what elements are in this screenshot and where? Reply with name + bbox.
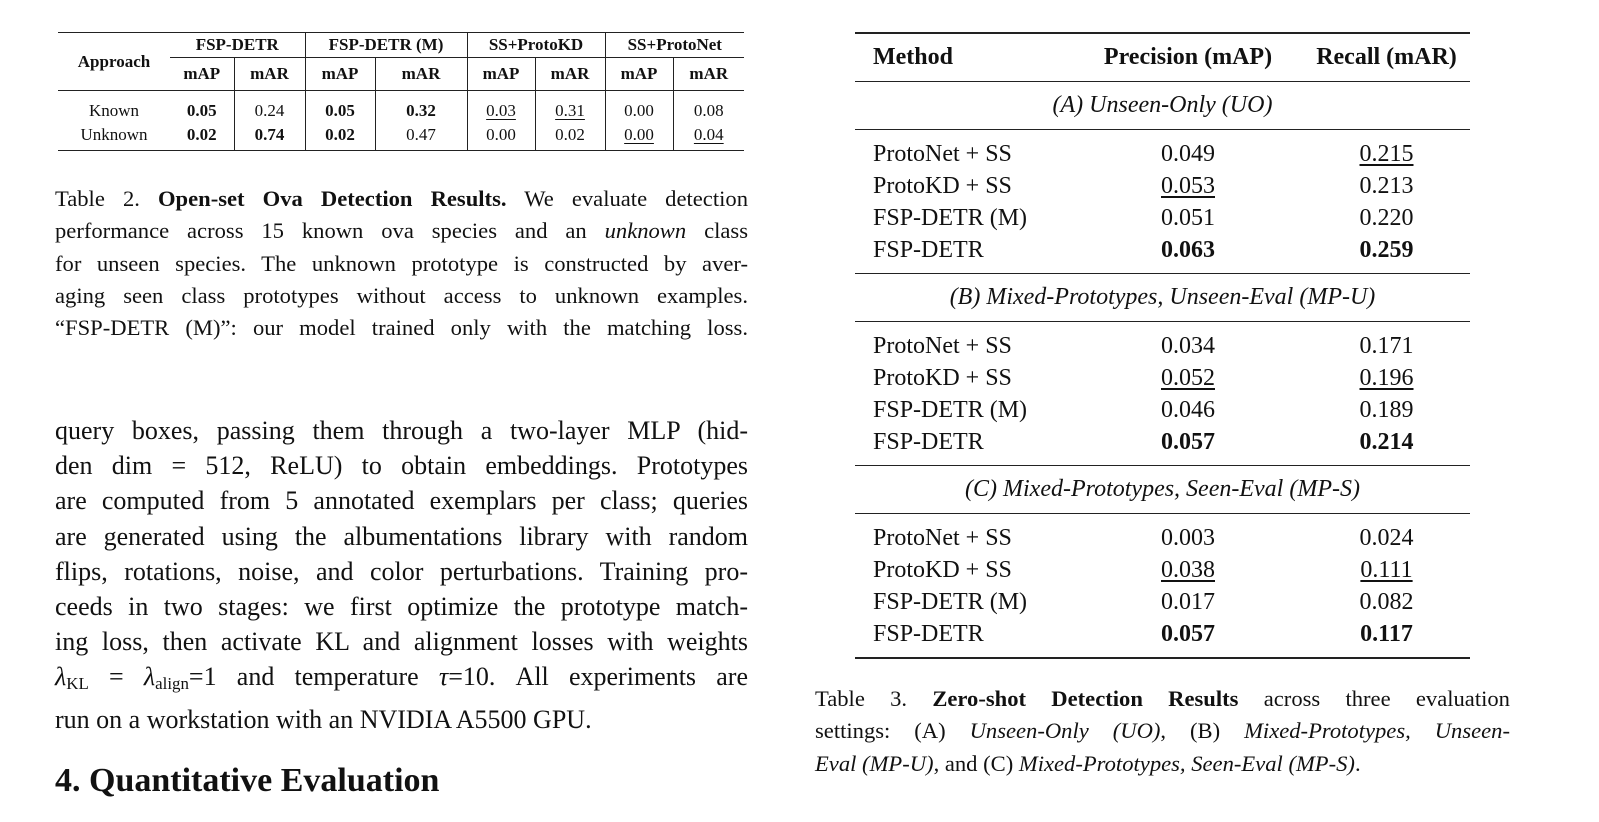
group-header: FSP-DETR bbox=[170, 33, 305, 58]
method-cell: ProtoNet + SS bbox=[873, 140, 1012, 167]
method-cell: FSP-DETR bbox=[855, 234, 1063, 274]
metric-header: mAP bbox=[305, 58, 375, 91]
table-row bbox=[855, 586, 1470, 618]
method-cell: ProtoNet + SS bbox=[873, 524, 1012, 551]
recall-header: Recall (mAR) bbox=[1316, 44, 1457, 70]
caption-title: Open-set Ova Detection Results. bbox=[157, 186, 507, 211]
cell: 0.32 bbox=[375, 91, 467, 124]
map-cell: 0.051 bbox=[1161, 204, 1215, 231]
mar-cell: 0.220 bbox=[1359, 204, 1414, 231]
mar-cell: 0.117 bbox=[1313, 618, 1470, 658]
cell: 0.03 bbox=[486, 101, 516, 120]
caption-text: , and (C) bbox=[933, 750, 1019, 776]
cell: 0.00 bbox=[624, 125, 654, 144]
body-text: are generated using the albumentations library with random bbox=[55, 521, 748, 551]
cell: 0.08 bbox=[673, 91, 744, 124]
table-row bbox=[855, 618, 1470, 658]
metric-header: mAR bbox=[234, 58, 305, 91]
map-cell: 0.017 bbox=[1161, 588, 1215, 615]
table-2-open-set-results bbox=[58, 32, 744, 151]
caption-text: “FSP-DETR (M)”: our model trained only with the matching loss. bbox=[55, 315, 748, 341]
precision-header: Precision (mAP) bbox=[1103, 44, 1273, 70]
mar-cell: 0.214 bbox=[1313, 426, 1470, 466]
cell: 0.47 bbox=[375, 123, 467, 151]
cell: 0.02 bbox=[186, 125, 217, 144]
method-cell: FSP-DETR bbox=[855, 426, 1063, 466]
method-cell: ProtoKD + SS bbox=[873, 556, 1012, 583]
caption-text: for unseen species. The unknown prototype is constructed by aver- bbox=[55, 250, 748, 276]
body-text: flips, rotations, noise, and color perturbations. Training pro- bbox=[55, 556, 748, 586]
row-label: Known bbox=[88, 101, 140, 120]
method-cell: FSP-DETR (M) bbox=[873, 396, 1028, 423]
caption-text: Table 2. bbox=[55, 186, 158, 211]
caption-text: We evaluate detection bbox=[506, 186, 748, 211]
method-cell: FSP-DETR (M) bbox=[873, 204, 1028, 231]
table-row bbox=[855, 322, 1470, 363]
mar-cell: 0.196 bbox=[1359, 364, 1414, 391]
section-title: (C) Mixed-Prototypes, Seen-Eval (MP-S) bbox=[855, 466, 1470, 514]
body-text: den dim = 512, ReLU) to obtain embeddings. Prototypes bbox=[55, 451, 748, 481]
map-cell: 0.063 bbox=[1063, 234, 1313, 274]
group-header: FSP-DETR (M) bbox=[305, 33, 467, 58]
cell: 0.00 bbox=[467, 123, 535, 151]
metric-header: mAR bbox=[375, 58, 467, 91]
map-cell: 0.057 bbox=[1063, 618, 1313, 658]
caption-text: Unseen-Only (UO) bbox=[969, 718, 1161, 744]
metric-header: mAP bbox=[183, 64, 221, 83]
caption-title: Zero-shot Detection Results bbox=[932, 686, 1239, 711]
metric-header: mAP bbox=[605, 58, 673, 91]
method-cell: ProtoNet + SS bbox=[873, 332, 1012, 359]
caption-text: aging seen class prototypes without access to unknown examples. bbox=[55, 282, 748, 308]
metric-header: mAP bbox=[467, 58, 535, 91]
table-3-caption bbox=[815, 683, 1510, 780]
cell: 0.04 bbox=[693, 125, 724, 144]
approach-header: Approach bbox=[77, 51, 151, 71]
table-3-zero-shot-results bbox=[855, 32, 1470, 659]
method-header: Method bbox=[873, 44, 953, 70]
table-row bbox=[855, 554, 1470, 586]
group-header: SS+ProtoKD bbox=[467, 33, 605, 58]
caption-text: Mixed-Prototypes, Unseen- bbox=[1244, 718, 1510, 744]
map-cell: 0.003 bbox=[1161, 524, 1215, 551]
section-title: (B) Mixed-Prototypes, Unseen-Eval (MP-U) bbox=[855, 274, 1470, 322]
row-label: Unknown bbox=[80, 125, 148, 144]
table-row bbox=[855, 514, 1470, 555]
body-text: query boxes, passing them through a two-layer MLP (hid- bbox=[55, 416, 748, 445]
mar-cell: 0.189 bbox=[1359, 396, 1414, 423]
caption-text: settings: (A) bbox=[815, 718, 970, 744]
caption-text: , (B) bbox=[1160, 718, 1245, 744]
section-title: (A) Unseen-Only (UO) bbox=[855, 82, 1470, 130]
map-cell: 0.052 bbox=[1161, 364, 1215, 391]
caption-text: unknown bbox=[604, 218, 687, 244]
mar-cell: 0.111 bbox=[1360, 556, 1413, 583]
method-cell: ProtoKD + SS bbox=[873, 172, 1012, 199]
body-text: ing loss, then activate KL and alignment losses with weights bbox=[55, 627, 748, 657]
cell: 0.05 bbox=[186, 101, 217, 120]
table-row bbox=[58, 91, 744, 124]
table-row bbox=[855, 170, 1470, 202]
table-row bbox=[855, 426, 1470, 466]
body-text: ceeds in two stages: we first optimize the prototype match- bbox=[55, 592, 748, 622]
caption-text: . bbox=[1354, 750, 1361, 776]
mar-cell: 0.213 bbox=[1359, 172, 1414, 199]
section-heading: 4. Quantitative Evaluation bbox=[55, 762, 440, 799]
cell: 0.24 bbox=[234, 91, 305, 124]
caption-text: Eval (MP-U) bbox=[815, 750, 934, 776]
body-text: run on a workstation with an NVIDIA A5500 GPU. bbox=[55, 704, 592, 734]
mar-cell: 0.171 bbox=[1359, 332, 1414, 359]
method-cell: ProtoKD + SS bbox=[873, 364, 1012, 391]
body-paragraph bbox=[55, 413, 748, 737]
caption-text: Mixed-Prototypes, Seen-Eval (MP-S) bbox=[1018, 750, 1355, 776]
mar-cell: 0.259 bbox=[1313, 234, 1470, 274]
cell: 0.02 bbox=[535, 123, 605, 151]
map-cell: 0.049 bbox=[1161, 140, 1215, 167]
caption-text: across three evaluation bbox=[1238, 686, 1510, 711]
map-cell: 0.038 bbox=[1161, 556, 1215, 583]
cell: 0.74 bbox=[234, 123, 305, 151]
caption-text: Table 3. bbox=[815, 686, 933, 711]
method-cell: FSP-DETR bbox=[855, 618, 1063, 658]
table-row bbox=[855, 130, 1470, 171]
map-cell: 0.053 bbox=[1161, 172, 1215, 199]
mar-cell: 0.024 bbox=[1359, 524, 1414, 551]
metric-header: mAR bbox=[535, 58, 605, 91]
table-row bbox=[58, 123, 744, 151]
cell: 0.02 bbox=[305, 123, 375, 151]
table-row bbox=[855, 362, 1470, 394]
map-cell: 0.034 bbox=[1161, 332, 1215, 359]
table-row bbox=[855, 234, 1470, 274]
cell: 0.31 bbox=[555, 101, 585, 120]
cell: 0.05 bbox=[305, 91, 375, 124]
map-cell: 0.057 bbox=[1063, 426, 1313, 466]
map-cell: 0.046 bbox=[1161, 396, 1215, 423]
table-2-caption bbox=[55, 183, 748, 344]
body-text: are computed from 5 annotated exemplars per class; queries bbox=[55, 486, 748, 516]
caption-text: class bbox=[686, 218, 748, 244]
table-row bbox=[855, 394, 1470, 426]
table-row bbox=[855, 202, 1470, 234]
cell: 0.00 bbox=[605, 91, 673, 124]
method-cell: FSP-DETR (M) bbox=[873, 588, 1028, 615]
metric-header: mAR bbox=[673, 58, 744, 91]
mar-cell: 0.215 bbox=[1359, 140, 1414, 167]
caption-text: performance across 15 known ova species and an bbox=[55, 218, 605, 244]
group-header: SS+ProtoNet bbox=[605, 33, 744, 58]
mar-cell: 0.082 bbox=[1359, 588, 1414, 615]
body-text-math: $\lambda_{KL} = \lambda_{align}=1$ and temperature τ=10. All experiments are bbox=[55, 662, 748, 694]
